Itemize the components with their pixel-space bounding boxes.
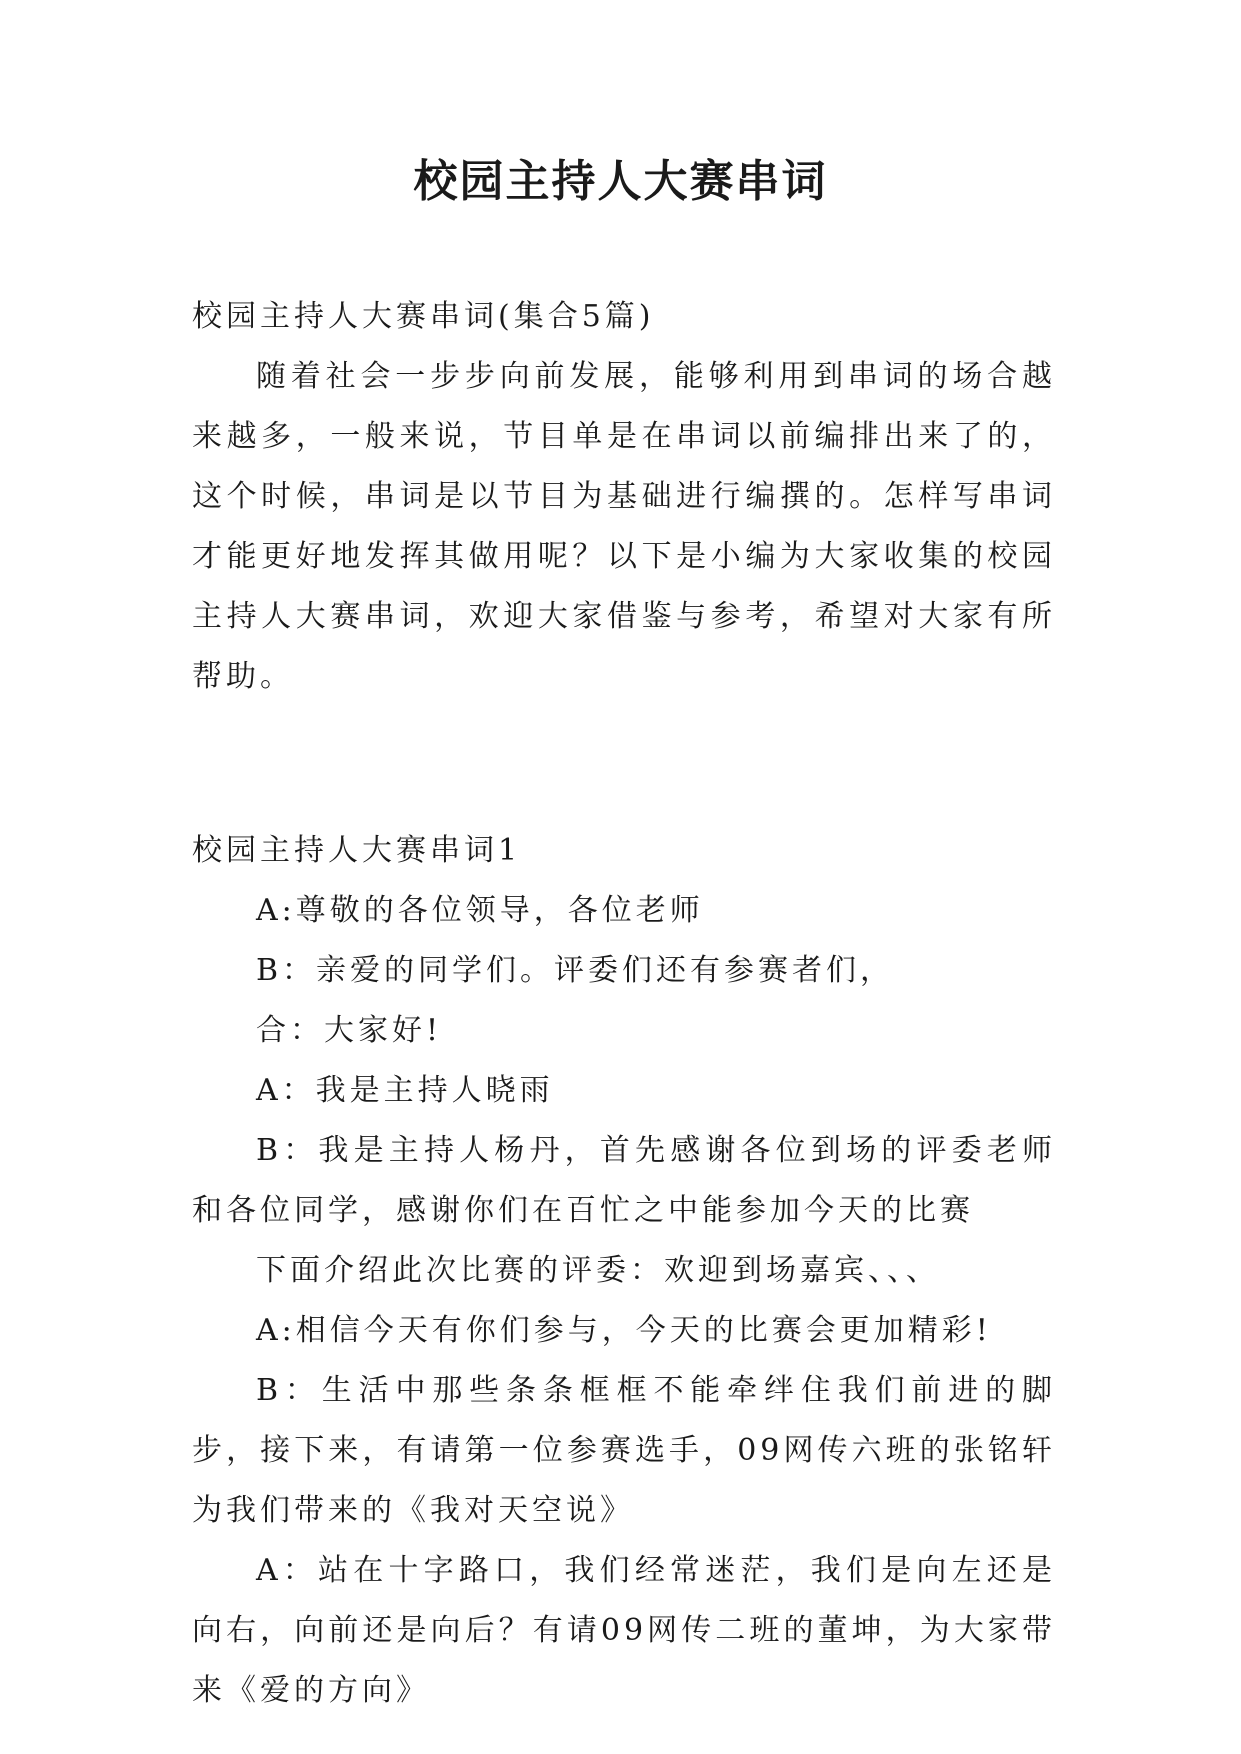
script-line: B：我是主持人杨丹，首先感谢各位到场的评委老师和各位同学，感谢你们在百忙之中能参加今天的比赛 [192,1133,1056,1228]
script-line: 合：大家好! [256,1013,443,1048]
script-line: B：亲爱的同学们。评委们还有参赛者们， [256,953,895,988]
document-body [192,287,1056,1721]
section-heading: 校园主持人大赛串词1 [192,833,522,868]
section-spacer [192,707,1056,821]
script-line: A：我是主持人晓雨 [256,1073,554,1108]
script-line: 下面介绍此次比赛的评委：欢迎到场嘉宾、、、 [256,1253,940,1288]
script-line: A:尊敬的各位领导，各位老师 [256,893,704,928]
intro-paragraph: 随着社会一步步向前发展，能够利用到串词的场合越来越多，一般来说，节目单是在串词以前编排出来了的，这个时候，串词是以节目为基础进行编撰的。怎样写串词才能更好地发挥其做用呢？以下是小编为大家收集的校园主持人大赛串词，欢迎大家借鉴与参考，希望对大家有所帮助。 [192,359,1056,694]
script-line: A:相信今天有你们参与，今天的比赛会更加精彩! [256,1313,992,1348]
script-line: A：站在十字路口，我们经常迷茫，我们是向左还是向右，向前还是向后？有请09网传二班的董坤，为大家带来《爱的方向》 [192,1553,1056,1708]
document-title: 校园主持人大赛串词 [413,156,828,207]
script-line: B：生活中那些条条框框不能牵绊住我们前进的脚步，接下来，有请第一位参赛选手，09网传六班的张铭轩为我们带来的《我对天空说》 [192,1373,1056,1528]
document-subtitle: 校园主持人大赛串词(集合5篇) [192,299,655,334]
